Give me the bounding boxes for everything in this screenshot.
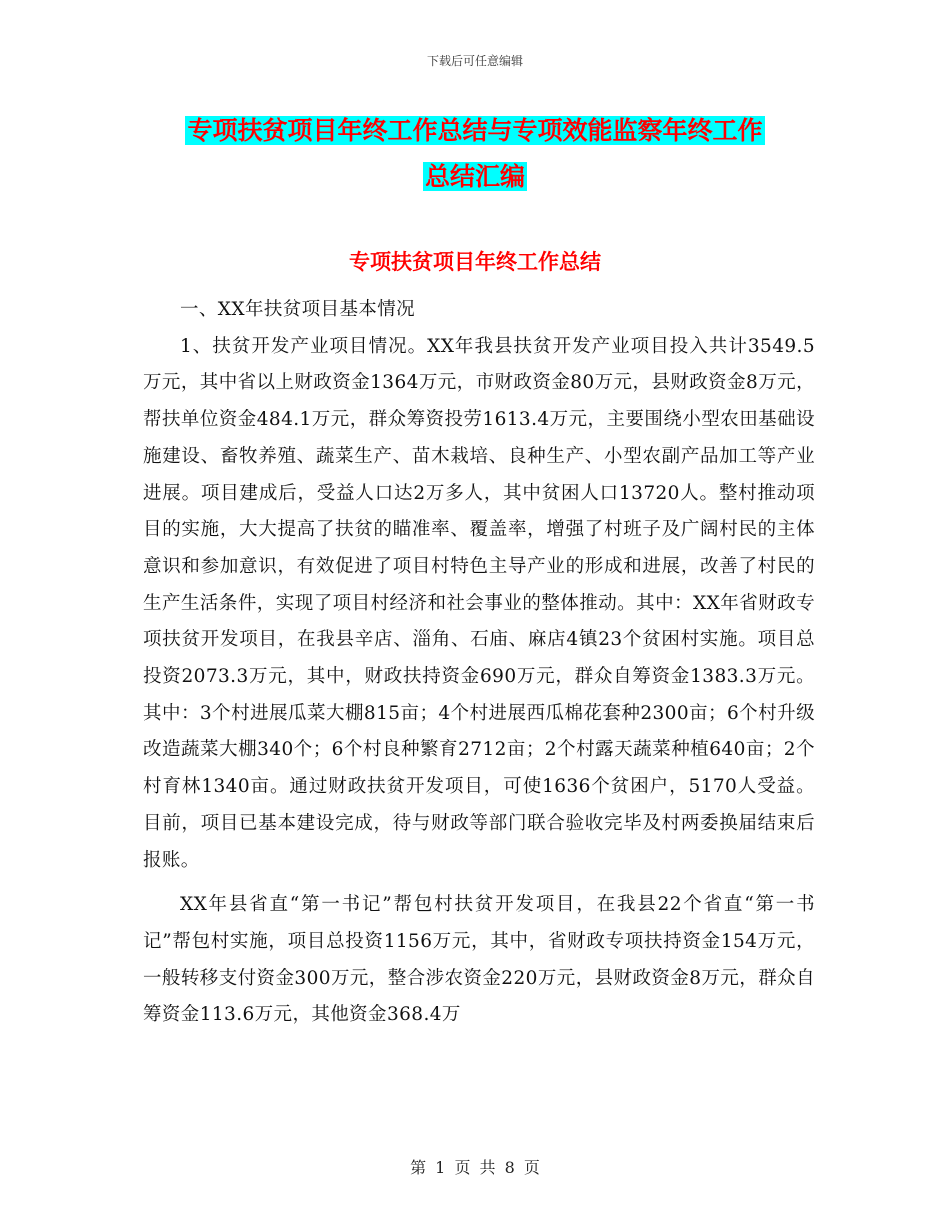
paragraph-industry-projects: 1、扶贫开发产业项目情况。XX年我县扶贫开发产业项目投入共计3549.5万元，其中省以上财政资金1364万元，市财政资金80万元，县财政资金8万元，帮扶单位资金484.1万元，群众筹资投劳1613.4万元，主要围绕小型农田基础设施建设、畜牧养殖、蔬菜生产、苗木栽培、良种生产、小型农副产品加工等产业进展。项目建成后，受益人口达2万多人，其中贫困人口13720人。整村推动项目的实施，大大提高了扶贫的瞄准率、覆盖率，增强了村班子及广阔村民的主体意识和参加意识，有效促进了项目村特色主导产业的形成和进展，改善了村民的生产生活条件，实现了项目村经济和社会事业的整体推动。其中：XX年省财政专项扶贫开发项目，在我县辛店、淄角、石庙、麻店4镇23个贫困村实施。项目总投资2073.3万元，其中，财政扶持资金690万元，群众自筹资金1383.3万元。其中：3个村进展瓜菜大棚815亩；4个村进展西瓜棉花套种2300亩；6个村升级改造蔬菜大棚340个；6个村良种繁育2712亩；2个村露天蔬菜种植640亩；2个村育林1340亩。通过财政扶贫开发项目，可使1636个贫困户，5170人受益。目前，项目已基本建设完成，待与财政等部门联合验收完毕及村两委换届结束后报账。 <box>143 335 815 871</box>
document-title-line2: 总结汇编 <box>424 162 525 191</box>
document-title-line1: 专项扶贫项目年终工作总结与专项效能监察年终工作 <box>187 116 763 145</box>
heading-basic-situation: 一、XX年扶贫项目基本情况 <box>180 299 416 320</box>
page-header-note: 下载后可任意编辑 <box>426 54 523 68</box>
paragraph-first-secretary-projects: XX年县省直“第一书记”帮包村扶贫开发项目，在我县22个省直“第一书记”帮包村实施，项目总投资1156万元，其中，省财政专项扶持资金154万元，一般转移支付资金300万元，整合涉农资金220万元，县财政资金8万元，群众自筹资金113.6万元，其他资金368.4万 <box>143 894 815 1026</box>
document-body <box>143 292 815 1034</box>
section-title: 专项扶贫项目年终工作总结 <box>349 250 601 274</box>
page-number-footer: 第 1 页 共 8 页 <box>410 1158 540 1177</box>
document-title <box>140 108 810 200</box>
